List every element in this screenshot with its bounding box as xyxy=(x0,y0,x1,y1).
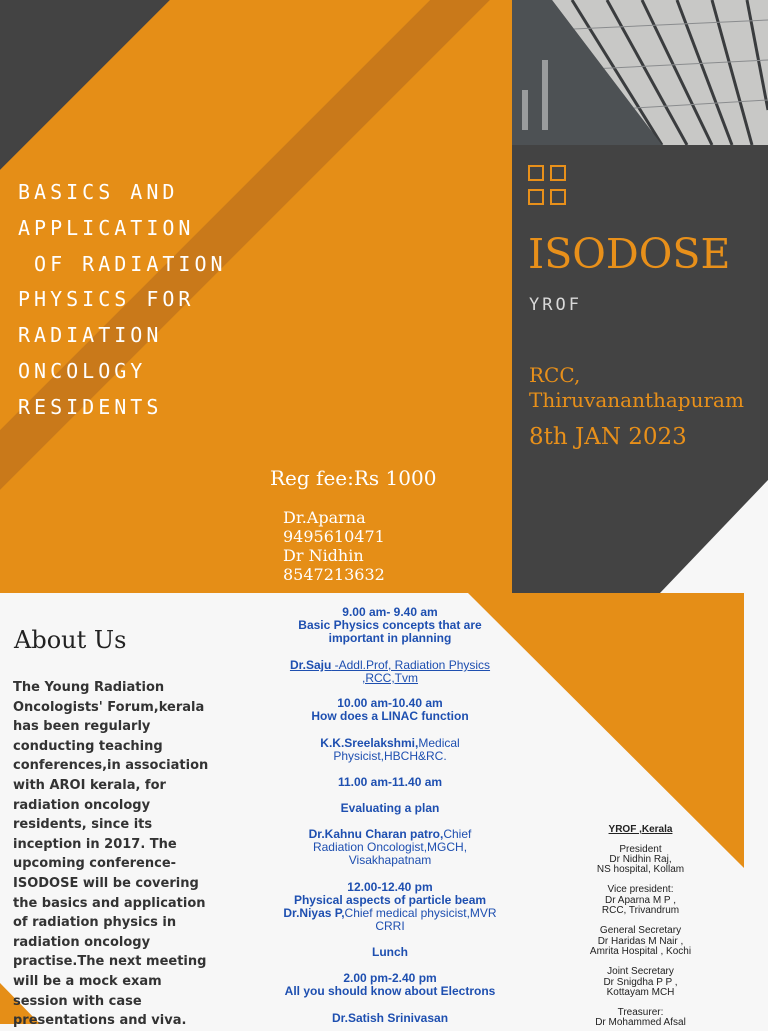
session-time: 11.00 am-11.40 am xyxy=(337,775,443,789)
committee-member: Dr Snigdha P P , xyxy=(603,977,678,988)
title-line: BASICS AND xyxy=(18,180,179,204)
contact-name: Dr Nidhin xyxy=(283,546,364,565)
committee-role: Vice president: xyxy=(607,884,674,895)
committee-affiliation: RCC, Trivandrum xyxy=(601,905,680,916)
session-topic: All you should know about Electrons xyxy=(284,984,496,998)
committee-member: Dr Nidhin Raj, xyxy=(609,854,672,865)
session-topic: Evaluating a plan xyxy=(340,801,440,815)
title-line: RADIATION xyxy=(18,323,163,347)
title-line: APPLICATION xyxy=(18,216,195,240)
committee-affiliation: NS hospital, Kollam xyxy=(596,864,685,875)
building-photo xyxy=(512,0,768,145)
session-topic: Physical aspects of particle beam xyxy=(293,893,487,907)
about-text: The Young Radiation Oncologists' Forum,kerala has been regularly conducting teaching conferences,in association with AROI kerala, for radiation oncology residents, since its inception in 2017. The upcoming conference- ISODOSE will be covering the basics and application of radiation physics in radiation oncology practise.The next meeting will be a mock exam session with case presentations and viva. xyxy=(13,680,209,1029)
session-speaker: Dr.Saju -Addl.Prof, Radiation Physics ,RCC,Tvm xyxy=(289,658,491,685)
session-speaker: Dr.Niyas P,Chief medical physicist,MVR CRRI xyxy=(283,906,497,933)
title-line: RESIDENTS xyxy=(18,395,163,419)
lunch-break: Lunch xyxy=(372,945,408,959)
panel-corner-decoration xyxy=(660,480,768,593)
committee-member: Dr Haridas M Nair , xyxy=(597,936,684,947)
committee-affiliation: Amrita Hospital , Kochi xyxy=(589,946,692,957)
venue-line-2: Thiruvananthapuram xyxy=(529,388,744,412)
venue-line-1: RCC, xyxy=(529,363,581,387)
committee-role: Joint Secretary xyxy=(607,966,674,977)
contact-phone: 8547213632 xyxy=(283,565,385,584)
session-time: 9.00 am- 9.40 am xyxy=(342,605,438,619)
committee-member: Dr Mohammed Afsal xyxy=(595,1017,686,1028)
title-line: PHYSICS FOR xyxy=(18,287,195,311)
session-time: 10.00 am-10.40 am xyxy=(337,696,443,710)
session-speaker: K.K.Sreelakshmi,Medical Physicist,HBCH&RC. xyxy=(320,736,460,763)
contact-phone: 9495610471 xyxy=(283,527,385,546)
session-topic: Basic Physics concepts that are important in planning xyxy=(298,618,482,645)
committee-heading: YROF ,Kerala xyxy=(608,824,673,835)
session-topic: How does a LINAC function xyxy=(311,709,469,723)
committee-affiliation: Kottayam MCH xyxy=(606,987,675,998)
registration-fee: Reg fee:Rs 1000 xyxy=(270,466,437,490)
session-speaker: Dr.Satish Srinivasan xyxy=(331,1011,449,1025)
organizer: YROF xyxy=(529,295,582,315)
session-speaker: Dr.Kahnu Charan patro,Chief Radiation Oncologist,MGCH, Visakhapatnam xyxy=(308,827,472,867)
event-date: 8th JAN 2023 xyxy=(529,424,687,450)
committee-role: President xyxy=(619,844,662,855)
session-time: 12.00-12.40 pm xyxy=(347,880,433,894)
committee-role: Treasurer: xyxy=(617,1007,664,1018)
about-title: About Us xyxy=(14,626,127,654)
title-line: ONCOLOGY xyxy=(18,359,147,383)
committee-role: General Secretary xyxy=(599,925,682,936)
title-line: OF RADIATION xyxy=(18,252,227,276)
contact-name: Dr.Aparna xyxy=(283,508,366,527)
event-name: ISODOSE xyxy=(528,230,731,278)
committee-member: Dr Aparna M P , xyxy=(605,895,676,906)
session-time: 2.00 pm-2.40 pm xyxy=(343,971,437,985)
grid-icon xyxy=(528,165,568,207)
